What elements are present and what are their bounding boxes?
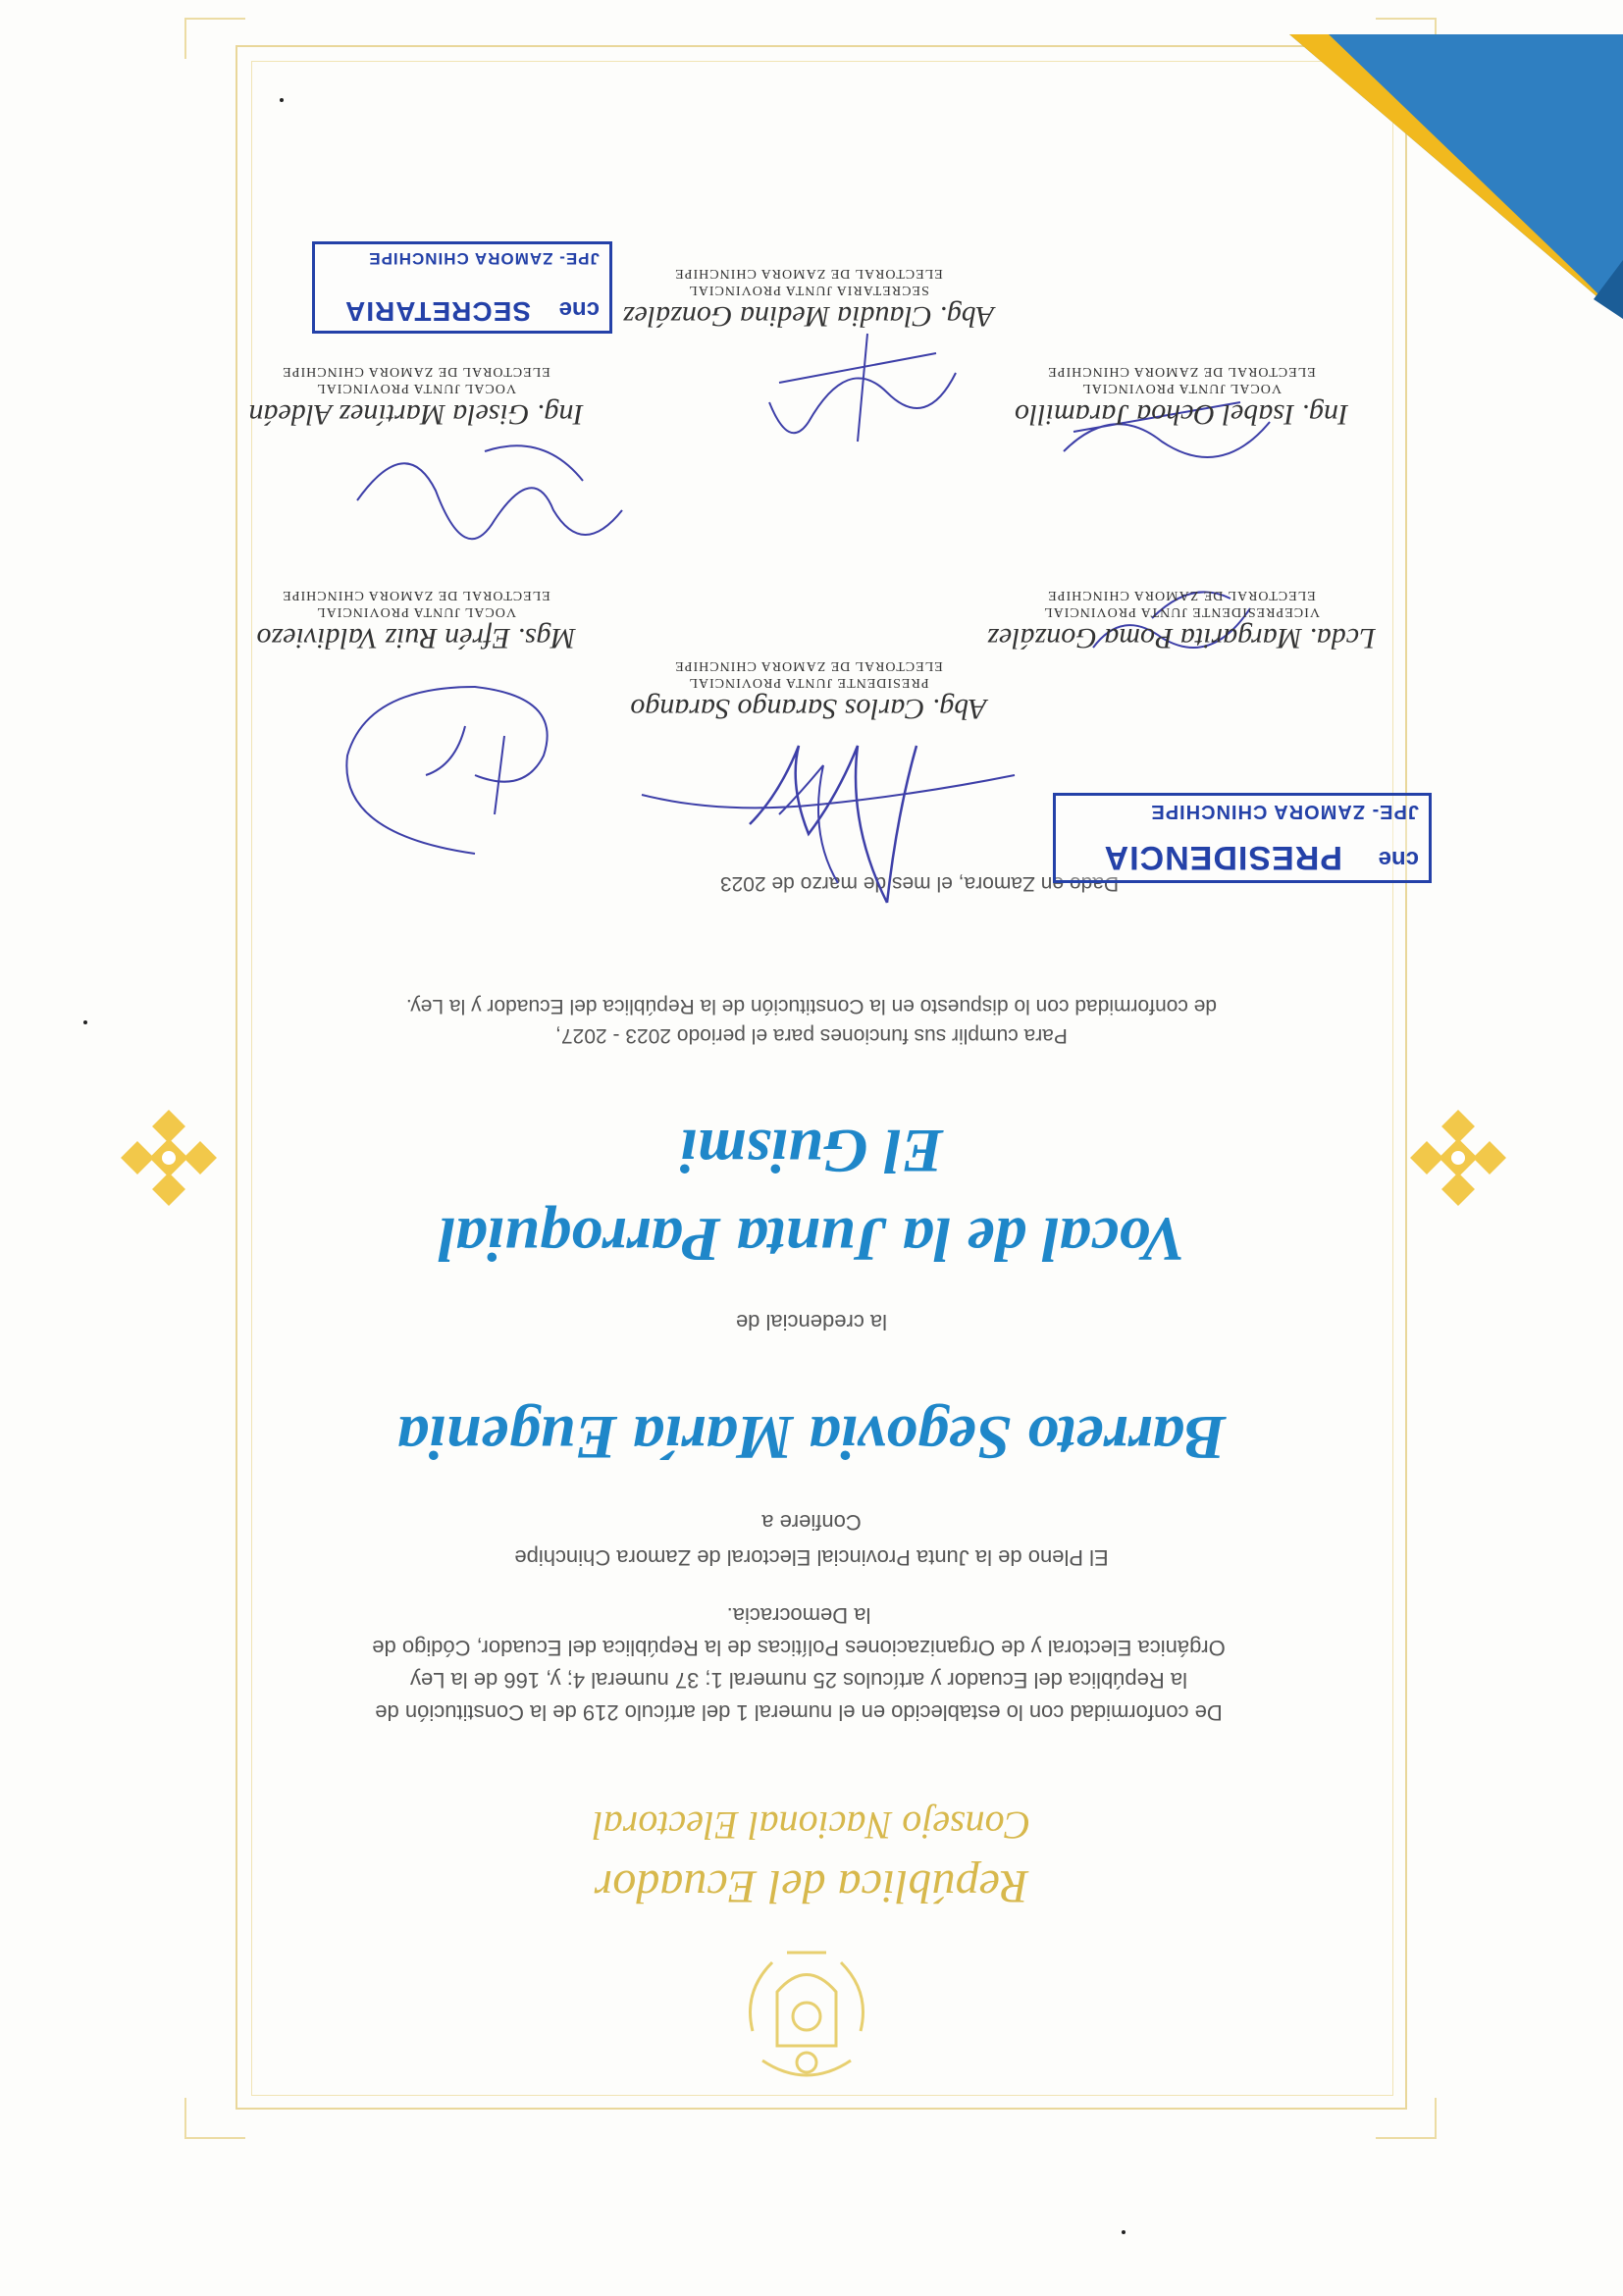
signer-role: VICEPRESIDENTE JUNTA PROVINCIAL xyxy=(1043,604,1320,619)
country-title: República del Ecuador xyxy=(594,1860,1029,1912)
signer-role: PRESIDENTE JUNTA PROVINCIAL xyxy=(688,675,929,690)
signature-vocal-ruiz xyxy=(328,677,622,873)
cne-logo-icon: cne xyxy=(1378,846,1419,872)
scan-speck xyxy=(280,98,284,102)
signer-role: ELECTORAL DE ZAMORA CHINCHIPE xyxy=(1047,364,1316,379)
signer-vocal-ochoa xyxy=(956,363,1407,432)
conformity-line: de conformidad con lo dispuesto en la Constitución de la República del Ecuador y la Ley. xyxy=(405,995,1218,1018)
secretaria-stamp xyxy=(312,241,612,334)
signer-name: Mgs. Efrén Ruiz Valdiviezo xyxy=(256,622,576,654)
recipient-name: Barreto Segovia María Eugenia xyxy=(396,1403,1227,1473)
signer-vocal-ruiz xyxy=(190,587,642,655)
signer-name: Abg. Claudia Medina González xyxy=(622,300,995,333)
signer-name: Lcda. Margarita Poma González xyxy=(987,622,1376,654)
coat-of-arms-icon xyxy=(743,1943,870,2090)
signer-role: VOCAL JUNTA PROVINCIAL xyxy=(1081,381,1282,395)
signature-secretary xyxy=(750,324,975,461)
signer-role: ELECTORAL DE ZAMORA CHINCHIPE xyxy=(674,658,943,673)
grantor-line: El Pleno de la Junta Provincial Electoral de Zamora Chinchipe xyxy=(514,1545,1109,1570)
frame-corner xyxy=(184,18,245,59)
scan-speck xyxy=(1122,2230,1126,2234)
confiere-line: Confiere a xyxy=(761,1510,862,1535)
signer-vocal-martinez xyxy=(190,363,642,432)
scan-speck xyxy=(83,1020,87,1024)
signature-president xyxy=(622,716,1034,942)
signer-role: ELECTORAL DE ZAMORA CHINCHIPE xyxy=(674,266,943,281)
frame-corner xyxy=(184,2098,245,2139)
parish-name: El Guismi xyxy=(679,1117,944,1186)
ribbon-accent xyxy=(1289,34,1623,319)
institution-name: Consejo Nacional Electoral xyxy=(592,1803,1031,1848)
credencial-line: la credencial de xyxy=(735,1310,888,1334)
signer-role: ELECTORAL DE ZAMORA CHINCHIPE xyxy=(282,588,550,602)
signer-role: ELECTORAL DE ZAMORA CHINCHIPE xyxy=(1047,588,1316,602)
stamp-title: SECRETARIA xyxy=(344,296,531,327)
stamp-title: PRESIDENCIA xyxy=(1103,839,1342,876)
signer-name: Ing. Isabel Ochoa Jaramillo xyxy=(1015,398,1348,431)
cne-logo-icon: cne xyxy=(558,296,600,323)
presidencia-stamp xyxy=(1053,793,1432,883)
legal-preamble: De conformidad con lo establecido en el numeral 1 del artículo 219 de la Constitución de la República del Ecuador y artículos 25 numeral 1; 37 numeral 4; y, 166 de la Ley Orgánica Electoral y de Organizaciones Políticas de la República del Ecuador, Código de la Democracia. xyxy=(372,1603,1226,1725)
signer-vicepresident xyxy=(956,587,1407,655)
signer-role: SECRETARIA JUNTA PROVINCIAL xyxy=(688,283,929,297)
signer-president xyxy=(583,657,1034,726)
signer-name: Abg. Carlos Sarango Sarango xyxy=(630,693,987,725)
signer-role: VOCAL JUNTA PROVINCIAL xyxy=(316,604,516,619)
stamp-subtitle: JPE- ZAMORA CHINCHIPE xyxy=(1150,801,1419,822)
signer-name: Ing. Gisela Martínez Aldeán xyxy=(248,398,584,431)
signer-role: ELECTORAL DE ZAMORA CHINCHIPE xyxy=(282,364,550,379)
date-line: Dado en Zamora, el mes de marzo de 2023 xyxy=(719,872,1120,895)
position-title: Vocal de la Junta Parroquial xyxy=(438,1205,1185,1275)
signer-secretary xyxy=(583,265,1034,334)
signature-vocal-martinez xyxy=(328,412,642,569)
period-line: Para cumplir sus funciones para el periodo 2023 - 2027, xyxy=(555,1024,1068,1047)
frame-corner xyxy=(1376,2098,1437,2139)
stamp-subtitle: JPE- ZAMORA CHINCHIPE xyxy=(368,249,600,268)
signer-role: VOCAL JUNTA PROVINCIAL xyxy=(316,381,516,395)
